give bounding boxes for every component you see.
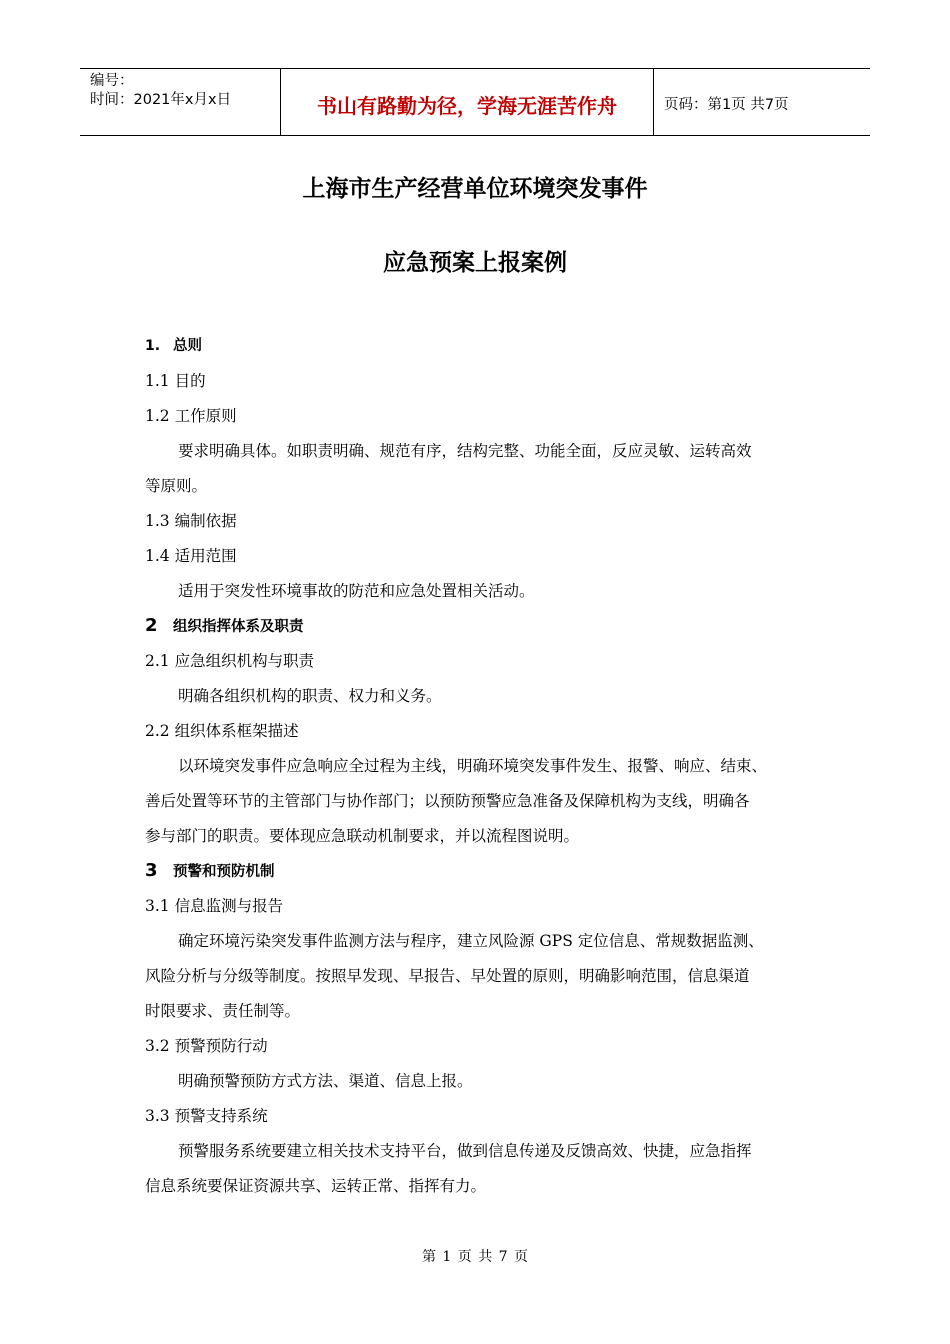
paragraph-line: 时限要求、责任制等。: [145, 1002, 301, 1020]
document-title-line2: 应急预案上报案例: [383, 250, 567, 276]
section-heading-3: [145, 861, 815, 896]
section-title: 预警和预防机制: [173, 864, 275, 880]
section-heading-2: [145, 616, 815, 651]
document-number-label: 编号：: [90, 73, 134, 89]
paragraph-line: 明确预警预防方式方法、渠道、信息上报。: [178, 1072, 473, 1090]
paragraph-line: 风险分析与分级等制度。按照早发现、早报告、早处置的原则，明确影响范围，信息渠道: [145, 967, 750, 985]
section-heading-1: [145, 336, 815, 371]
subsection-heading: 3.3 预警支持系统: [145, 1107, 268, 1125]
page-footer: 第 1 页 共 7 页: [421, 1249, 529, 1265]
subsection-heading: 2.1 应急组织机构与职责: [145, 652, 315, 670]
section-title: 总则: [173, 338, 202, 354]
paragraph-line: 信息系统要保证资源共享、运转正常、指挥有力。: [145, 1177, 487, 1195]
document-time-label: 时间：2021年x月x日: [90, 92, 232, 108]
subsection-heading: 2.2 组织体系框架描述: [145, 722, 299, 740]
subsection-heading: 1.3 编制依据: [145, 512, 237, 530]
document-header: [80, 68, 870, 136]
paragraph-line: 等原则。: [145, 477, 208, 495]
subsection-heading: 3.2 预警预防行动: [145, 1037, 268, 1055]
paragraph-line: 适用于突发性环境事故的防范和应急处置相关活动。: [178, 582, 535, 600]
section-number: 1.: [145, 338, 161, 354]
subsection-heading: 3.1 信息监测与报告: [145, 897, 284, 915]
subsection-heading: 1.1 目的: [145, 372, 206, 390]
paragraph-line: 要求明确具体。如职责明确、规范有序，结构完整、功能全面，反应灵敏、运转高效: [178, 442, 752, 460]
header-motto: 书山有路勤为径，学海无涯苦作舟: [281, 69, 654, 135]
paragraph-line: 以环境突发事件应急响应全过程为主线，明确环境突发事件发生、报警、响应、结束、: [178, 757, 768, 775]
paragraph-line: 明确各组织机构的职责、权力和义务。: [178, 687, 442, 705]
subsection-heading: 1.4 适用范围: [145, 547, 237, 565]
paragraph-line: 参与部门的职责。要体现应急联动机制要求，并以流程图说明。: [145, 827, 580, 845]
paragraph-line: 确定环境污染突发事件监测方法与程序，建立风险源 GPS 定位信息、常规数据监测、: [178, 932, 764, 950]
header-meta-cell: [80, 69, 281, 135]
paragraph-line: 善后处置等环节的主管部门与协作部门；以预防预警应急准备及保障机构为支线，明确各: [145, 792, 750, 810]
subsection-heading: 1.2 工作原则: [145, 407, 237, 425]
header-page-info: 页码：第1页 共7页: [664, 96, 789, 113]
paragraph-line: 预警服务系统要建立相关技术支持平台，做到信息传递及反馈高效、快捷，应急指挥: [178, 1142, 752, 1160]
document-body: [145, 336, 815, 1211]
section-number: 3: [145, 860, 158, 881]
section-title: 组织指挥体系及职责: [173, 619, 304, 635]
section-number: 2: [145, 615, 158, 636]
document-title-line1: 上海市生产经营单位环境突发事件: [302, 176, 648, 202]
